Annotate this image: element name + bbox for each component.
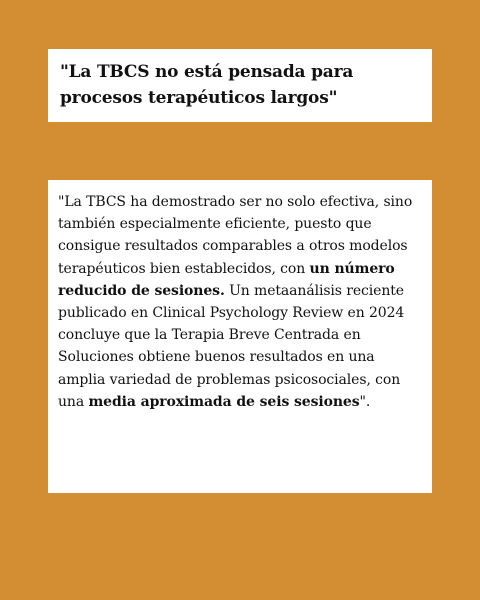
- body-bold-sessions: un número reducido de sesiones.: [58, 260, 395, 299]
- body-card: [48, 180, 432, 493]
- quote-title: [60, 59, 420, 111]
- title-card: [48, 49, 432, 122]
- quote-title-line-2: procesos terapéuticos largos": [60, 88, 338, 108]
- body-bold-average: media aproximada de seis sesiones: [88, 393, 360, 410]
- body-paragraph: [58, 191, 422, 413]
- quote-title-line-1: "La TBCS no está pensada para: [60, 62, 354, 82]
- body-text-segment-3: ".: [359, 393, 371, 410]
- body-text-segment-1: "La TBCS ha demostrado ser no solo efectiva, sino también especialmente eficiente, puesto que consigue resultados comparables a otros modelos terapéuticos bien establecidos, con: [58, 194, 413, 277]
- body-text-segment-2: Un metaanálisis reciente publicado en Clinical Psychology Review en 2024 concluye que la Terapia Breve Centrada en Soluciones obtiene buenos resultados en una amplia variedad de problemas psicosociales, con una: [58, 282, 405, 410]
